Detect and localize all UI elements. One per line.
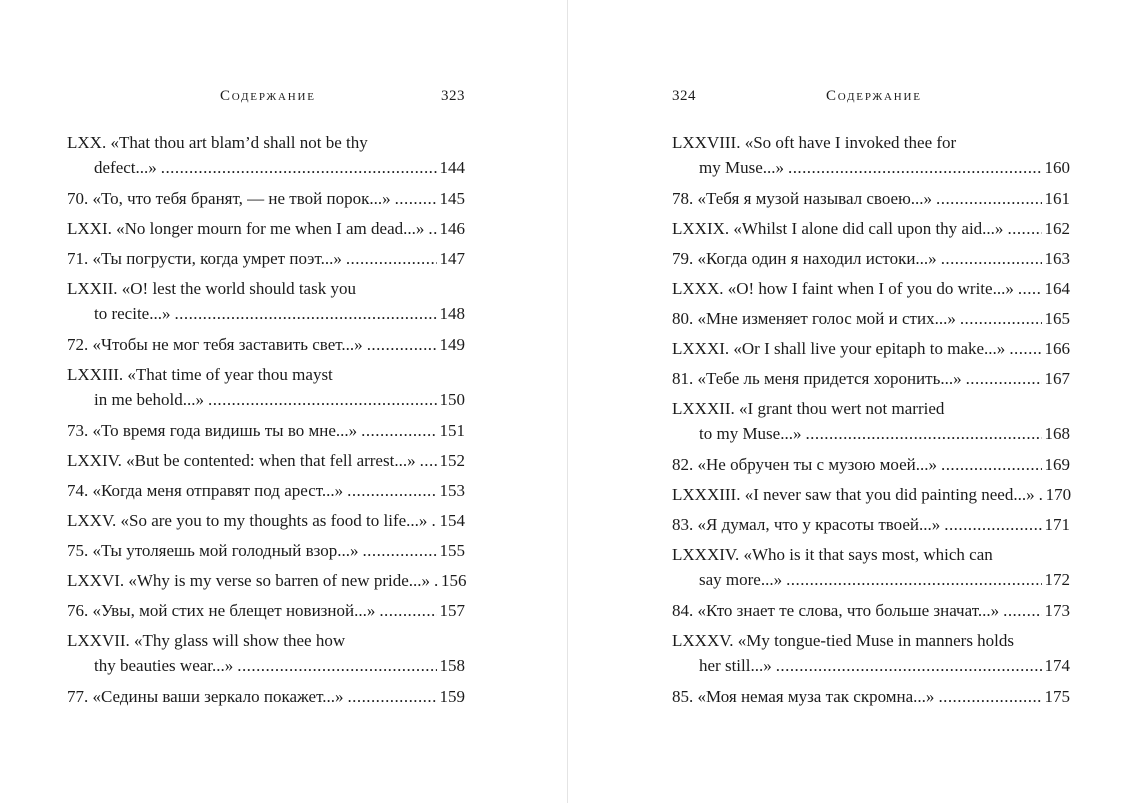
toc-page-number: 174: [1044, 656, 1070, 675]
toc-entry-title: her still...»: [699, 656, 772, 675]
toc-entry: [672, 366, 1070, 391]
toc-page-number: 166: [1044, 339, 1070, 358]
toc-entry-title-line: LXXXII. «I grant thou wert not married: [672, 399, 945, 418]
toc-entry-title-line: LXXVII. «Thy glass will show thee how: [67, 631, 346, 650]
dot-leader: [805, 421, 1041, 446]
toc-entry-title: 85. «Моя немая муза так скромна...»: [672, 687, 935, 706]
toc-entry-line: [67, 301, 465, 326]
toc-entry: [672, 306, 1070, 331]
toc-entry-line: [67, 568, 465, 593]
toc-page-number: 154: [439, 511, 465, 530]
toc-entry-line: [67, 538, 465, 563]
dot-leader: [431, 508, 436, 533]
dot-leader: [347, 478, 436, 503]
toc-page-number: 165: [1044, 309, 1070, 328]
toc-entry-title: 72. «Чтобы не мог тебя заставить свет...»: [67, 335, 363, 354]
running-title: Содержание: [826, 88, 922, 104]
toc-entry-line: [67, 448, 465, 473]
running-header: [672, 88, 1070, 110]
toc-entry-title: LXXX. «O! how I faint when I of you do write...»: [672, 279, 1014, 298]
toc-page-number: 175: [1044, 687, 1070, 706]
right-page: [672, 0, 1070, 803]
toc-entry-line: [67, 418, 465, 443]
toc-entry: [67, 538, 465, 563]
toc-entry: [67, 276, 465, 326]
dot-leader: [428, 216, 436, 241]
toc-page-number: 171: [1044, 515, 1070, 534]
toc-entry-title: 71. «Ты погрусти, когда умрет поэт...»: [67, 249, 342, 268]
dot-leader: [395, 186, 437, 211]
dot-leader: [362, 538, 436, 563]
toc-entry-line: [67, 508, 465, 533]
dot-leader: [367, 332, 437, 357]
toc-page-number: 162: [1044, 219, 1070, 238]
toc-entry-line: [67, 216, 465, 241]
toc-page-number: 159: [439, 687, 465, 706]
toc-entry: [67, 508, 465, 533]
toc-entry: [672, 336, 1070, 361]
toc-page-number: 144: [439, 158, 465, 177]
toc-page-number: 147: [439, 249, 465, 268]
toc-entry-title: 84. «Кто знает те слова, что больше значат...»: [672, 601, 1000, 620]
toc-list: [67, 130, 465, 714]
toc-page-number: 170: [1045, 485, 1072, 504]
toc-entry: [67, 186, 465, 211]
toc-entry-title-line: LXXII. «O! lest the world should task you: [67, 279, 356, 298]
toc-entry-line: [672, 512, 1070, 537]
dot-leader: [434, 568, 438, 593]
toc-entry: [67, 448, 465, 473]
toc-entry-title: 79. «Когда один я находил истоки...»: [672, 249, 937, 268]
toc-page-number: 151: [439, 421, 465, 440]
toc-entry-line: [672, 684, 1070, 709]
toc-entry-title: 78. «Тебя я музой называл своею...»: [672, 189, 933, 208]
toc-entry-line: [67, 155, 465, 180]
toc-entry-line: [67, 598, 465, 623]
toc-entry-title-line: LXXIII. «That time of year thou mayst: [67, 365, 333, 384]
left-page: [67, 0, 465, 803]
toc-entry-line: [67, 332, 465, 357]
toc-page-number: 172: [1044, 570, 1070, 589]
page-number: 323: [441, 88, 465, 104]
toc-page-number: 158: [439, 656, 465, 675]
toc-entry-title-line: LXXXV. «My tongue-tied Muse in manners holds: [672, 631, 1015, 650]
toc-entry: [672, 452, 1070, 477]
toc-entry-title: 83. «Я думал, что у красоты твоей...»: [672, 515, 941, 534]
toc-entry: [672, 684, 1070, 709]
toc-entry-line: [672, 306, 1070, 331]
toc-page-number: 161: [1044, 189, 1070, 208]
toc-entry-title: 73. «То время года видишь ты во мне...»: [67, 421, 358, 440]
toc-page-number: 163: [1044, 249, 1070, 268]
toc-page-number: 156: [441, 571, 467, 590]
toc-entry-line: [672, 452, 1070, 477]
toc-page-number: 153: [439, 481, 465, 500]
dot-leader: [174, 301, 436, 326]
toc-entry: [67, 216, 465, 241]
toc-entry: [672, 396, 1070, 446]
toc-entry: [67, 130, 465, 180]
toc-entry: [672, 598, 1070, 623]
dot-leader: [936, 186, 1041, 211]
toc-entry: [672, 246, 1070, 271]
dot-leader: [960, 306, 1042, 331]
toc-page-number: 168: [1044, 424, 1070, 443]
toc-entry-title: LXXVI. «Why is my verse so barren of new pride...»: [67, 571, 431, 590]
toc-entry: [67, 598, 465, 623]
running-header: [67, 88, 465, 110]
dot-leader: [776, 653, 1042, 678]
toc-entry-title: 81. «Тебе ль меня придется хоронить...»: [672, 369, 962, 388]
toc-page-number: 146: [439, 219, 465, 238]
toc-page-number: 160: [1044, 158, 1070, 177]
toc-entry-title: 77. «Седины ваши зеркало покажет...»: [67, 687, 344, 706]
dot-leader: [786, 567, 1041, 592]
dot-leader: [1009, 336, 1041, 361]
toc-entry-title: LXXV. «So are you to my thoughts as food to life...»: [67, 511, 428, 530]
toc-entry-line: [672, 336, 1070, 361]
toc-page-number: 150: [439, 390, 465, 409]
toc-entry-line: [67, 387, 465, 412]
dot-leader: [1007, 216, 1041, 241]
toc-entry: [672, 276, 1070, 301]
toc-page-number: 164: [1044, 279, 1070, 298]
toc-entry-title: defect...»: [94, 158, 157, 177]
toc-entry-title: in me behold...»: [94, 390, 205, 409]
toc-entry: [672, 130, 1070, 180]
toc-page-number: 145: [439, 189, 465, 208]
toc-list: [672, 130, 1070, 714]
toc-entry-title: thy beauties wear...»: [94, 656, 234, 675]
dot-leader: [208, 387, 436, 412]
toc-entry-line: [672, 567, 1070, 592]
toc-entry-line: [672, 276, 1070, 301]
toc-entry-line: [672, 421, 1070, 446]
toc-entry-line: [672, 482, 1070, 507]
toc-page-number: 148: [439, 304, 465, 323]
toc-entry-title: 82. «Не обручен ты с музою моей...»: [672, 455, 938, 474]
toc-entry-title: LXXIV. «But be contented: when that fell arrest...»: [67, 451, 416, 470]
toc-entry: [672, 186, 1070, 211]
dot-leader: [1003, 598, 1041, 623]
dot-leader: [938, 684, 1041, 709]
dot-leader: [347, 684, 436, 709]
dot-leader: [237, 653, 436, 678]
dot-leader: [420, 448, 437, 473]
dot-leader: [346, 246, 437, 271]
toc-entry: [672, 482, 1070, 507]
toc-entry-line: [67, 478, 465, 503]
toc-entry-title: 80. «Мне изменяет голос мой и стих...»: [672, 309, 956, 328]
toc-entry-title: 76. «Увы, мой стих не блещет новизной...»: [67, 601, 376, 620]
page-number: 324: [672, 88, 696, 104]
toc-entry-line: [672, 366, 1070, 391]
toc-entry-title: 75. «Ты утоляешь мой голодный взор...»: [67, 541, 359, 560]
toc-entry-line: [672, 216, 1070, 241]
toc-entry: [672, 216, 1070, 241]
dot-leader: [361, 418, 436, 443]
toc-entry-line: [672, 598, 1070, 623]
toc-entry-line: [67, 684, 465, 709]
toc-entry-line: [672, 155, 1070, 180]
toc-entry-title: LXXXIII. «I never saw that you did painting need...»: [672, 485, 1035, 504]
page-gutter: [567, 0, 568, 803]
toc-page-number: 149: [439, 335, 465, 354]
running-title: Содержание: [220, 88, 316, 104]
toc-entry: [672, 628, 1070, 678]
toc-entry: [672, 512, 1070, 537]
dot-leader: [941, 246, 1042, 271]
dot-leader: [941, 452, 1041, 477]
toc-entry-title-line: LXX. «That thou art blam’d shall not be thy: [67, 133, 368, 152]
toc-entry: [67, 246, 465, 271]
toc-entry-line: [67, 186, 465, 211]
dot-leader: [161, 155, 437, 180]
toc-entry: [67, 628, 465, 678]
toc-entry-line: [672, 653, 1070, 678]
toc-page-number: 157: [439, 601, 465, 620]
toc-entry-title-line: LXXVIII. «So oft have I invoked thee for: [672, 133, 957, 152]
dot-leader: [944, 512, 1041, 537]
dot-leader: [1039, 482, 1043, 507]
toc-entry-title: my Muse...»: [699, 158, 784, 177]
toc-entry-title: to my Muse...»: [699, 424, 802, 443]
toc-entry-title: LXXXI. «Or I shall live your epitaph to make...»: [672, 339, 1006, 358]
toc-entry-title: LXXI. «No longer mourn for me when I am dead...»: [67, 219, 425, 238]
dot-leader: [1018, 276, 1042, 301]
toc-entry-title-line: LXXXIV. «Who is it that says most, which can: [672, 545, 993, 564]
toc-entry: [67, 362, 465, 412]
toc-page-number: 155: [439, 541, 465, 560]
toc-page-number: 173: [1044, 601, 1070, 620]
toc-entry-title: LXXIX. «Whilst I alone did call upon thy aid...»: [672, 219, 1004, 238]
toc-page-number: 152: [439, 451, 465, 470]
toc-page-number: 167: [1044, 369, 1070, 388]
toc-entry: [67, 684, 465, 709]
toc-entry-line: [67, 653, 465, 678]
toc-entry: [67, 568, 465, 593]
dot-leader: [966, 366, 1042, 391]
toc-entry-title: to recite...»: [94, 304, 171, 323]
toc-entry: [67, 418, 465, 443]
toc-entry-title: 70. «То, что тебя бранят, — не твой порок...»: [67, 189, 391, 208]
toc-entry-line: [672, 246, 1070, 271]
toc-entry-title: 74. «Когда меня отправят под арест...»: [67, 481, 344, 500]
toc-entry: [67, 478, 465, 503]
dot-leader: [788, 155, 1042, 180]
toc-entry: [67, 332, 465, 357]
toc-entry: [672, 542, 1070, 592]
toc-page-number: 169: [1044, 455, 1070, 474]
toc-entry-title: say more...»: [699, 570, 783, 589]
toc-entry-line: [672, 186, 1070, 211]
toc-entry-line: [67, 246, 465, 271]
dot-leader: [379, 598, 436, 623]
